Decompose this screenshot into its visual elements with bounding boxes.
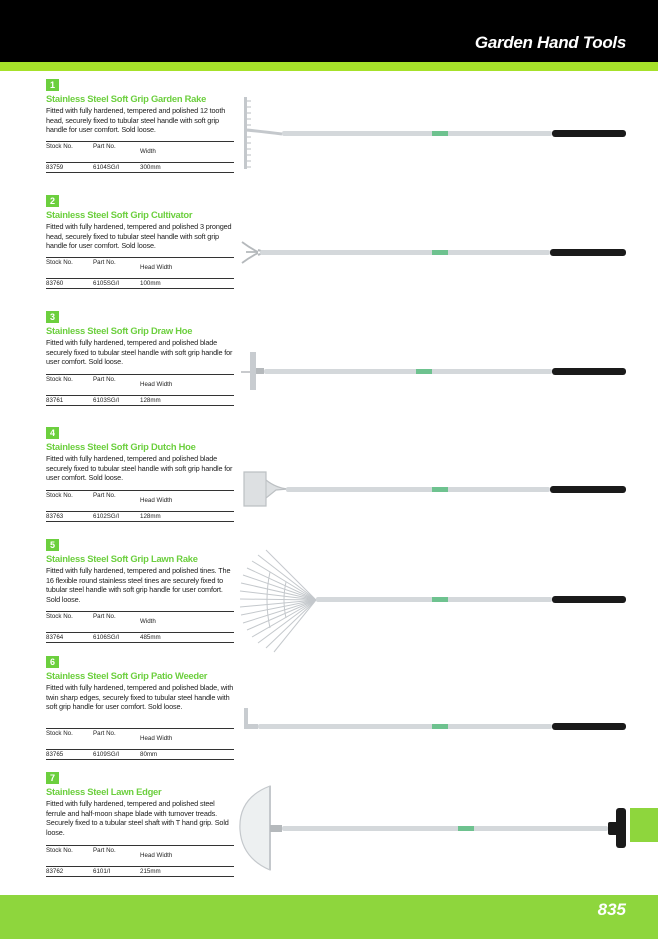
product-description: Fitted with fully hardened, tempered and polished 3 pronged head, securely fixed to tubular steel handle with soft grip handle for user comfort. Sold loose. [46, 222, 232, 250]
part-no: 6104SG/I [93, 164, 120, 171]
spec-table-header [46, 846, 234, 867]
part-no: 6102SG/I [93, 513, 120, 520]
header-accent-stripe [0, 62, 658, 71]
part-no: 6105SG/I [93, 280, 120, 287]
product-number-badge: 1 [46, 79, 59, 91]
spec-table-header [46, 258, 234, 279]
product-number-badge: 6 [46, 656, 59, 668]
spec-table [46, 490, 234, 522]
page-footer [0, 895, 658, 939]
page-title: Garden Hand Tools [474, 33, 626, 52]
table-row [46, 633, 234, 642]
table-row [46, 163, 234, 172]
col-stock-no-header: Stock No. [46, 492, 73, 499]
product-title: Stainless Steel Lawn Edger [46, 786, 162, 797]
size-value: 215mm [140, 868, 161, 875]
product-description: Fitted with fully hardened, tempered and polished blade securely fixed to tubular steel handle with soft grip handle for user comfort. Sold loose. [46, 338, 233, 366]
spec-table [46, 141, 234, 173]
product-title: Stainless Steel Soft Grip Lawn Rake [46, 553, 198, 564]
garden-rake-image [236, 94, 636, 174]
col-part-no-header: Part No. [93, 613, 116, 620]
lawn-rake-image [236, 546, 636, 656]
product-title: Stainless Steel Soft Grip Dutch Hoe [46, 441, 196, 452]
product-description: Fitted with fully hardened, tempered and polished tines. The 16 flexible round stainless steel tines are securely fixed to tubular steel handle with soft grip handle for user comfort. Sold loose. [46, 566, 231, 604]
product-title: Stainless Steel Soft Grip Garden Rake [46, 93, 207, 104]
size-value: 80mm [140, 751, 158, 758]
stock-no: 83759 [46, 164, 64, 171]
stock-no: 83761 [46, 397, 64, 404]
product-number-badge: 5 [46, 539, 59, 551]
col-part-no-header: Part No. [93, 376, 116, 383]
stock-no: 83764 [46, 634, 64, 641]
col-stock-no-header: Stock No. [46, 730, 73, 737]
side-section-tab [630, 808, 658, 842]
size-value: 100mm [140, 280, 161, 287]
product-description: Fitted with fully hardened, tempered and polished blade, with twin sharp edges, securely fixed to tubular steel handle with soft grip handle for user comfort. Sold loose. [46, 683, 234, 711]
col-size-header: Width [140, 618, 156, 625]
spec-table [46, 845, 234, 877]
col-size-header: Head Width [140, 381, 173, 388]
part-no: 6109SG/I [93, 751, 120, 758]
spec-table-header [46, 612, 234, 633]
cultivator-image [236, 222, 636, 282]
size-value: 128mm [140, 397, 161, 404]
col-stock-no-header: Stock No. [46, 376, 73, 383]
part-no: 6103SG/I [93, 397, 120, 404]
col-size-header: Head Width [140, 497, 173, 504]
stock-no: 83762 [46, 868, 64, 875]
product-description: Fitted with fully hardened, tempered and polished 12 tooth head, securely fixed to tubular steel handle with soft grip handle for user comfort. Sold loose. [46, 106, 226, 134]
size-value: 128mm [140, 513, 161, 520]
product-number-badge: 3 [46, 311, 59, 323]
part-no: 6106SG/I [93, 634, 120, 641]
table-row [46, 279, 234, 288]
spec-table [46, 728, 234, 760]
product-title: Stainless Steel Soft Grip Cultivator [46, 209, 193, 220]
product-number-badge: 7 [46, 772, 59, 784]
col-part-no-header: Part No. [93, 259, 116, 266]
product-description: Fitted with fully hardened, tempered and polished blade securely fixed to tubular steel handle with soft grip handle for user comfort. Sold loose. [46, 454, 233, 482]
col-size-header: Head Width [140, 735, 173, 742]
col-size-header: Head Width [140, 852, 173, 859]
dutch-hoe-image [236, 462, 636, 522]
page-header [0, 0, 658, 62]
draw-hoe-image [236, 348, 636, 398]
stock-no: 83765 [46, 751, 64, 758]
stock-no: 83763 [46, 513, 64, 520]
product-title: Stainless Steel Soft Grip Patio Weeder [46, 670, 208, 681]
spec-table-header [46, 491, 234, 512]
spec-table-header [46, 729, 234, 750]
size-value: 485mm [140, 634, 161, 641]
col-size-header: Width [140, 148, 156, 155]
col-size-header: Head Width [140, 264, 173, 271]
col-part-no-header: Part No. [93, 143, 116, 150]
product-number-badge: 2 [46, 195, 59, 207]
product-number-badge: 4 [46, 427, 59, 439]
table-row [46, 867, 234, 876]
table-row [46, 396, 234, 405]
col-stock-no-header: Stock No. [46, 143, 73, 150]
page-number: 835 [597, 900, 626, 919]
spec-table [46, 257, 234, 289]
stock-no: 83760 [46, 280, 64, 287]
col-stock-no-header: Stock No. [46, 613, 73, 620]
size-value: 300mm [140, 164, 161, 171]
col-stock-no-header: Stock No. [46, 847, 73, 854]
spec-table-header [46, 142, 234, 163]
col-part-no-header: Part No. [93, 492, 116, 499]
product-title: Stainless Steel Soft Grip Draw Hoe [46, 325, 193, 336]
lawn-edger-image [236, 778, 636, 878]
spec-table [46, 374, 234, 406]
col-stock-no-header: Stock No. [46, 259, 73, 266]
product-description: Fitted with fully hardened, tempered and polished steel ferrule and half-moon shape blade with turnover treads. Securely fixed to a tubular steel shaft with T hand grip. Sold loose. [46, 799, 229, 837]
table-row [46, 512, 234, 521]
col-part-no-header: Part No. [93, 730, 116, 737]
spec-table [46, 611, 234, 643]
part-no: 6101/I [93, 868, 111, 875]
table-row [46, 750, 234, 759]
patio-weeder-image [236, 702, 636, 742]
spec-table-header [46, 375, 234, 396]
col-part-no-header: Part No. [93, 847, 116, 854]
